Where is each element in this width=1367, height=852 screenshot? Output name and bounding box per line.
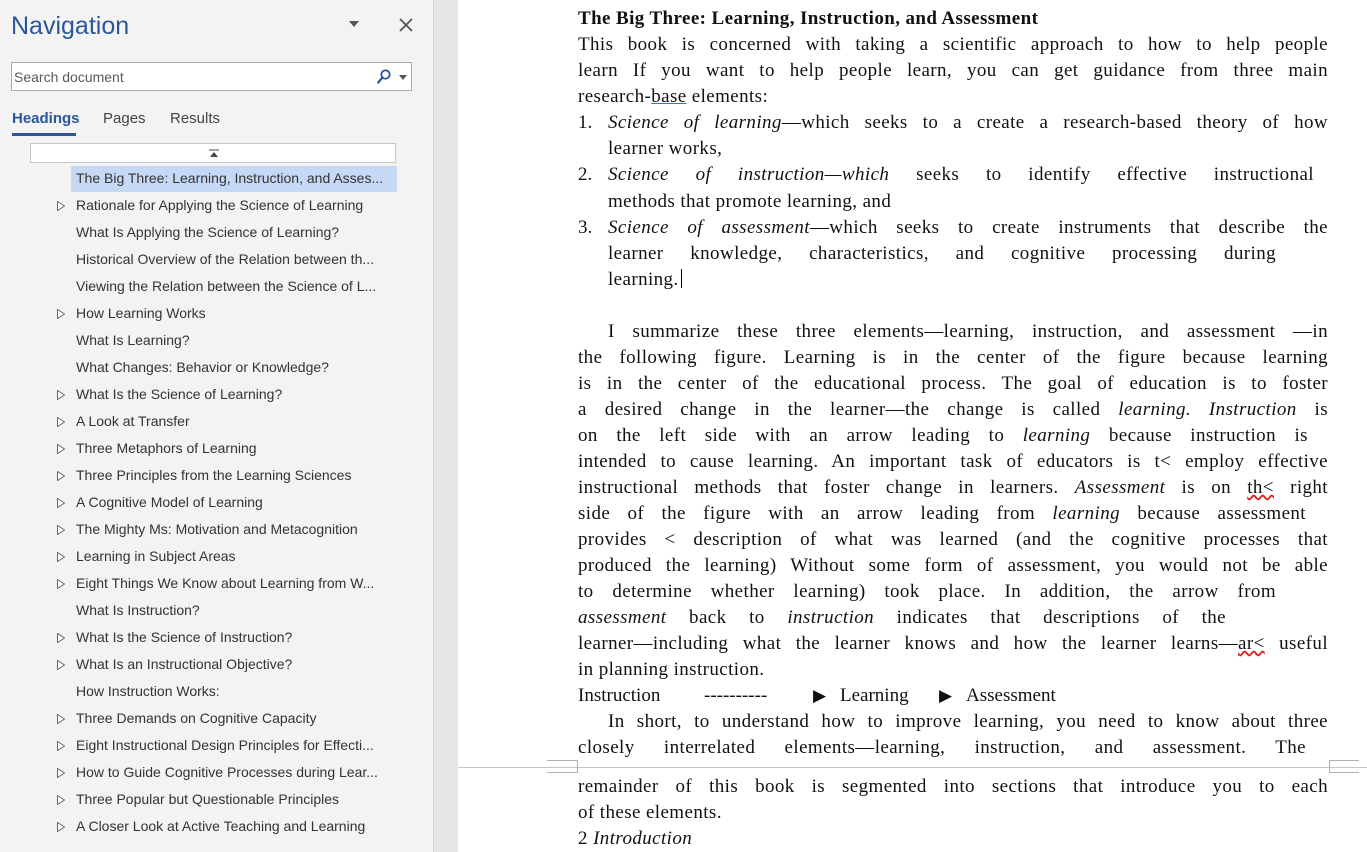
heading-label: Three Principles from the Learning Sciences (76, 467, 352, 483)
expand-triangle-icon[interactable] (57, 201, 65, 211)
close-icon[interactable] (396, 15, 416, 35)
body-line (578, 477, 1328, 499)
heading-item[interactable] (0, 598, 433, 625)
text-run: right (1273, 477, 1328, 498)
list-term: Science of assessment (608, 217, 810, 238)
heading-item[interactable] (0, 247, 433, 274)
text-run: because instruction is (1090, 425, 1308, 446)
heading-label: Three Popular but Questionable Principles (76, 791, 340, 807)
body-line: This book is concerned with taking a scientific approach to how to help people (578, 34, 1328, 55)
flow-label-instruction: Instruction (578, 685, 661, 706)
heading-label: A Closer Look at Active Teaching and Learning (76, 818, 366, 834)
text-run: instructional methods that foster change in learners. (578, 477, 1075, 498)
body-line: learn If you want to help people learn, you can get guidance from three main (578, 60, 1328, 81)
body-line: I summarize these three elements—learning, instruction, and assessment —in (608, 321, 1328, 342)
expand-triangle-icon[interactable] (57, 633, 65, 643)
spelling-flag-word[interactable]: th< (1247, 477, 1274, 498)
page-corner-mark (1329, 772, 1359, 773)
search-box (11, 62, 412, 91)
heading-label: What Changes: Behavior or Knowledge? (76, 359, 329, 375)
heading-item[interactable] (0, 814, 433, 841)
body-line (578, 607, 1226, 629)
expand-triangle-icon[interactable] (57, 552, 65, 562)
text-run: a desired change in the learner—the change is called (578, 399, 1119, 420)
text-run: seeks to identify effective instructional (889, 164, 1314, 185)
heading-item[interactable] (0, 517, 433, 544)
heading-label: Three Metaphors of Learning (76, 440, 257, 456)
body-line (578, 425, 1308, 447)
body-line (578, 633, 1328, 655)
heading-label: Viewing the Relation between the Science of L... (76, 278, 377, 294)
expand-triangle-icon[interactable] (57, 417, 65, 427)
heading-label: Eight Instructional Design Principles for Effecti... (76, 737, 374, 753)
list-number: 1. (578, 112, 593, 133)
heading-item[interactable] (0, 490, 433, 517)
text-run: learner—including what the learner knows and how the learner learns— (578, 633, 1239, 654)
grammar-flag-word[interactable]: base (651, 86, 687, 107)
list-item-line (608, 217, 1328, 239)
heading-item[interactable] (0, 409, 433, 436)
text-run: is on (1165, 477, 1248, 498)
heading-item[interactable] (0, 733, 433, 760)
heading-item[interactable] (0, 220, 433, 247)
expand-triangle-icon[interactable] (57, 525, 65, 535)
search-input[interactable] (14, 65, 366, 88)
heading-label: What Is Learning? (76, 332, 190, 348)
body-line (578, 86, 768, 108)
body-line: is in the center of the educational process. The goal of education is to foster (578, 373, 1328, 394)
body-line: remainder of this book is segmented into sections that introduce you to each (578, 776, 1328, 797)
list-item-line (608, 164, 1314, 186)
page-corner-mark (547, 760, 577, 761)
expand-triangle-icon[interactable] (57, 660, 65, 670)
search-options-chevron-down-icon[interactable] (399, 75, 407, 80)
flow-dashes: ---------- (704, 685, 768, 706)
chapter-title: Introduction (593, 828, 693, 849)
list-item-line (608, 112, 1328, 134)
page-number: 2 (578, 828, 594, 849)
heading-item[interactable] (0, 652, 433, 679)
text-cursor (681, 269, 682, 288)
expand-triangle-icon[interactable] (57, 579, 65, 589)
text-run: elements: (686, 86, 769, 107)
flow-label-learning: Learning (840, 685, 909, 706)
heading-label: Historical Overview of the Relation between th... (76, 251, 375, 267)
body-line: In short, to understand how to improve learning, you need to know about three (608, 711, 1328, 732)
search-icon[interactable] (377, 69, 391, 84)
heading-item[interactable] (0, 355, 433, 382)
expand-triangle-icon[interactable] (57, 795, 65, 805)
list-term: Science of instruction—which (608, 164, 890, 185)
text-run: on the left side with an arrow leading to (578, 425, 1023, 446)
italic-run: learning (1022, 425, 1091, 446)
text-run: back to (666, 607, 788, 628)
list-number: 2. (578, 164, 593, 185)
flow-arrow-icon: ▶ (813, 686, 827, 705)
text-run: side of the figure with an arrow leading from (578, 503, 1053, 524)
heading-label: A Look at Transfer (76, 413, 190, 429)
spelling-flag-word[interactable]: ar< (1238, 633, 1265, 654)
collapse-all-bar[interactable] (30, 143, 396, 163)
expand-triangle-icon[interactable] (57, 714, 65, 724)
pane-options-chevron-down-icon[interactable] (346, 16, 362, 32)
heading-item[interactable] (0, 706, 433, 733)
heading-label: Eight Things We Know about Learning from W... (76, 575, 375, 591)
italic-run: assessment (578, 607, 667, 628)
tab-results[interactable]: Results (170, 110, 221, 127)
section-heading: The Big Three: Learning, Instruction, and Assessment (578, 8, 1039, 29)
heading-label: Three Demands on Cognitive Capacity (76, 710, 317, 726)
expand-triangle-icon[interactable] (57, 741, 65, 751)
body-line: in planning instruction. (578, 659, 765, 680)
heading-label: What Is the Science of Learning? (76, 386, 283, 402)
navigation-pane (0, 0, 434, 852)
heading-label: What Is Instruction? (76, 602, 200, 618)
italic-run: learning (1052, 503, 1121, 524)
body-line (578, 399, 1328, 421)
expand-triangle-icon[interactable] (57, 498, 65, 508)
italic-run: learning. Instruction (1118, 399, 1297, 420)
heading-label: The Big Three: Learning, Instruction, and Asses... (76, 170, 384, 186)
chapter-footer-line (578, 828, 692, 850)
list-item-line (608, 269, 682, 291)
expand-triangle-icon[interactable] (57, 768, 65, 778)
heading-item[interactable] (0, 166, 433, 193)
heading-item[interactable] (0, 787, 433, 814)
text-run: —which seeks to create instruments that describe the (809, 217, 1328, 238)
active-tab-indicator (12, 133, 76, 136)
list-number: 3. (578, 217, 593, 238)
navigation-title: Navigation (11, 12, 130, 40)
body-line: to determine whether learning) took place. In addition, the arrow from (578, 581, 1276, 602)
heading-item[interactable] (0, 274, 433, 301)
expand-triangle-icon[interactable] (57, 390, 65, 400)
expand-triangle-icon[interactable] (57, 471, 65, 481)
flow-arrow-icon: ▶ (939, 686, 953, 705)
heading-label: A Cognitive Model of Learning (76, 494, 263, 510)
heading-label: How to Guide Cognitive Processes during Lear... (76, 764, 378, 780)
text-run: indicates that descriptions of the (874, 607, 1226, 628)
heading-item[interactable] (0, 463, 433, 490)
flow-label-assessment: Assessment (966, 685, 1056, 706)
body-line: the following figure. Learning is in the center of the figure because learning (578, 347, 1328, 368)
text-run: learning. (608, 269, 679, 290)
tab-headings[interactable]: Headings (12, 110, 80, 127)
page-corner-mark (1329, 760, 1359, 761)
expand-triangle-icon[interactable] (57, 444, 65, 454)
expand-triangle-icon[interactable] (57, 822, 65, 832)
heading-label: What Is the Science of Instruction? (76, 629, 293, 645)
body-line (578, 503, 1306, 525)
body-line: closely interrelated elements—learning, instruction, and assessment. The (578, 737, 1306, 758)
heading-item[interactable] (0, 760, 433, 787)
list-item-line: learner works, (608, 138, 723, 159)
italic-run: instruction (787, 607, 875, 628)
heading-item[interactable] (0, 301, 433, 328)
heading-item[interactable] (0, 436, 433, 463)
heading-label: What Is Applying the Science of Learning? (76, 224, 340, 240)
heading-label: The Mighty Ms: Motivation and Metacognition (76, 521, 358, 537)
heading-item[interactable] (0, 544, 433, 571)
collapse-up-icon (209, 149, 219, 158)
heading-label: What Is an Instructional Objective? (76, 656, 293, 672)
tab-pages[interactable]: Pages (103, 110, 146, 127)
page-corner-mark (547, 772, 577, 773)
heading-label: Learning in Subject Areas (76, 548, 236, 564)
heading-item[interactable] (0, 625, 433, 652)
text-run: because assessment (1120, 503, 1306, 524)
heading-item[interactable] (0, 382, 433, 409)
heading-item[interactable] (0, 193, 433, 220)
list-item-line: methods that promote learning, and (608, 191, 892, 212)
heading-item[interactable] (0, 679, 433, 706)
heading-item[interactable] (0, 571, 433, 598)
text-run: useful (1264, 633, 1328, 654)
text-run: research- (578, 86, 652, 107)
body-line: produced the learning) Without some form of assessment, you would not be able (578, 555, 1328, 576)
text-run: —which seeks to a create a research-based theory of how (781, 112, 1328, 133)
text-run: is (1296, 399, 1329, 420)
heading-label: How Learning Works (76, 305, 206, 321)
heading-label: How Instruction Works: (76, 683, 220, 699)
heading-label: Rationale for Applying the Science of Learning (76, 197, 364, 213)
body-line: of these elements. (578, 802, 722, 823)
heading-item[interactable] (0, 328, 433, 355)
expand-triangle-icon[interactable] (57, 309, 65, 319)
list-item-line: learner knowledge, characteristics, and cognitive processing during (608, 243, 1276, 264)
body-line: provides < description of what was learned (and the cognitive processes that (578, 529, 1328, 550)
page-corner-mark (577, 760, 578, 773)
headings-list (0, 166, 433, 852)
body-line: intended to cause learning. An important task of educators is t< employ effective (578, 451, 1328, 472)
italic-run: Assessment (1074, 477, 1166, 498)
list-term: Science of learning (608, 112, 782, 133)
